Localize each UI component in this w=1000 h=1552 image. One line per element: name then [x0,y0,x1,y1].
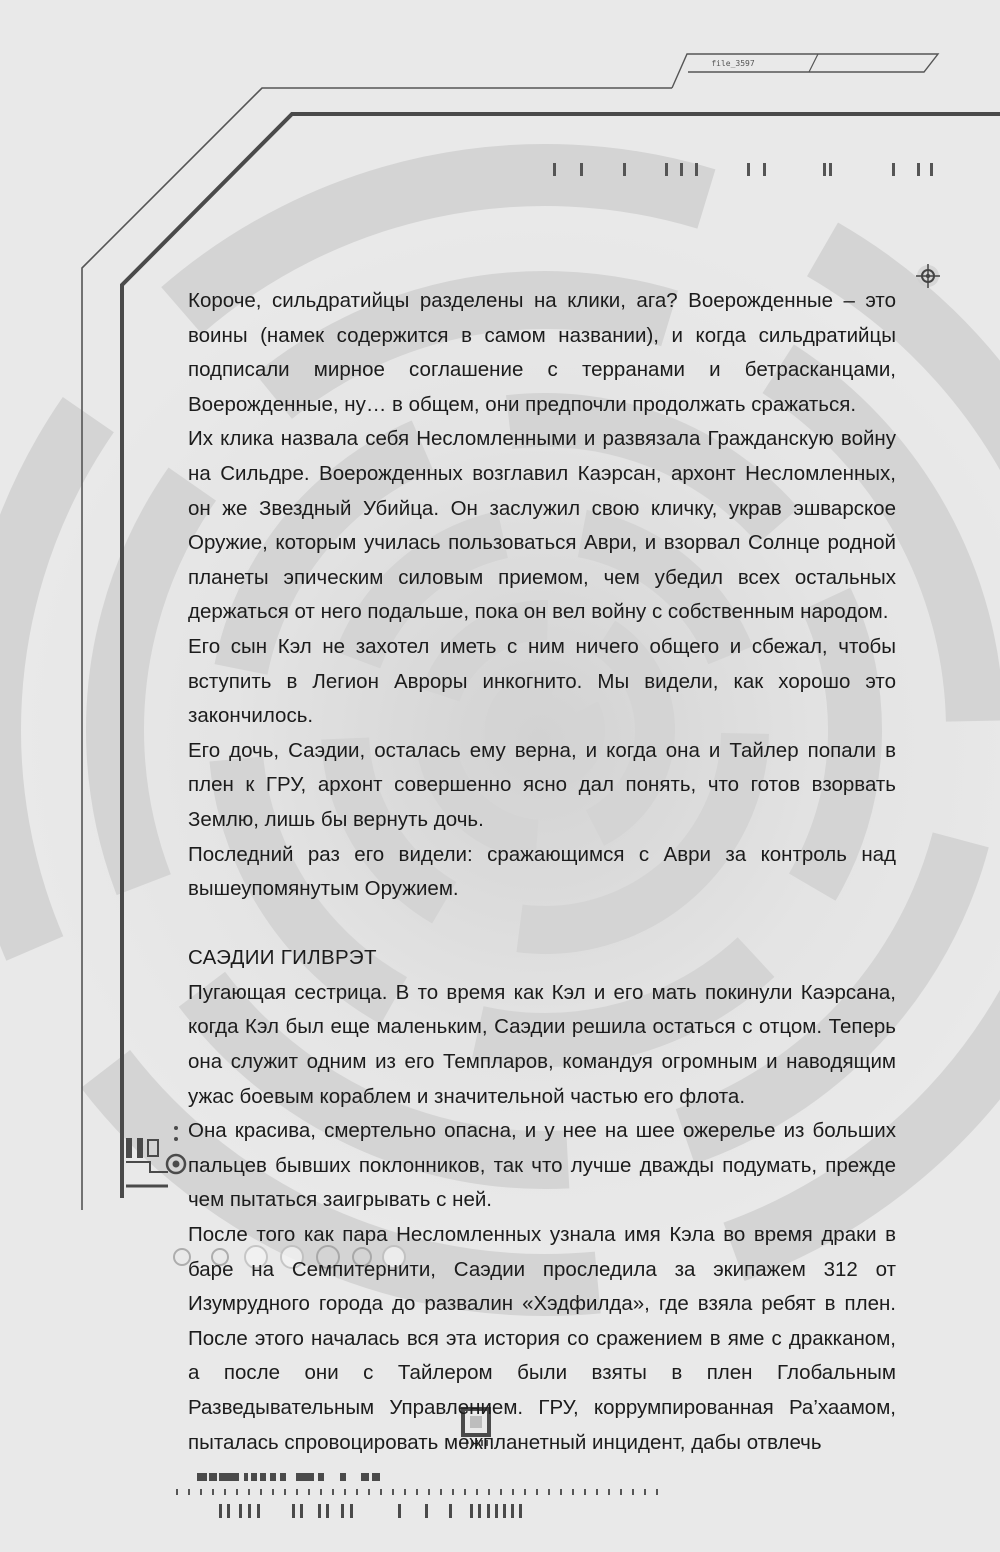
rule-dot [248,1489,250,1495]
rule-dot [380,1489,382,1495]
rule-dot [656,1489,658,1495]
paragraph: Она красива, смертельно опасна, и у нее на шее ожерелье из больших пальцев бывших поклонников, так что лучше дважды подумать, прежде чем пытаться заигрывать с ней. [188,1119,896,1212]
rule-dot [200,1489,202,1495]
rule-dot [260,1489,262,1495]
paragraph: После того как пара Несломленных узнала имя Кэла во время драки в баре на Семпитернити, Саэдии проследила за экипажем 312 от Изумрудного города до развалин «Хэдфилда», где взяла ребят в плен. После этого началась вся эта история со сражением в яме с дракканом, а после они с Тайлером были взяты в плен Глобальным Разведывательным Управлением. ГРУ, коррумпированная Ра’хаамом, пыталась спровоцировать межпланетный инцидент, дабы отвлечь [188,1223,896,1454]
rule-dot [572,1489,574,1495]
rule-dot [440,1489,442,1495]
paragraph: Его сын Кэл не захотел иметь с ним ничего общего и сбежал, чтобы вступить в Легион Авроры инкогнито. Мы видели, как хорошо это закончилось. [188,634,896,728]
rule-dot [488,1489,490,1495]
rule-dot [236,1489,238,1495]
rule-dot [344,1489,346,1495]
footer-barcode [197,1473,380,1481]
rule-dot [464,1489,466,1495]
bottom-ticks [219,1504,522,1518]
rule-dot [452,1489,454,1495]
rule-dot [476,1489,478,1495]
article-body [188,284,896,1460]
paragraph: Их клика назвала себя Несломленными и развязала Гражданскую войну на Сильдре. Воерожденных возглавил Каэрсан, архонт Несломленных, он же Звездный Убийца. Он заслужил свою кличку, украв эшварское Оружие, которым училась пользоваться Аври, и взорвал Солнце родной планеты эпическим силовым приемом, чем убедил всех остальных держаться от него подальше, пока он вел войну с собственным народом. [188,427,896,624]
rule-dot [356,1489,358,1495]
rule-dot [176,1489,178,1495]
rule-dot [284,1489,286,1495]
rule-dot [500,1489,502,1495]
rule-dot [296,1489,298,1495]
rule-dot [548,1489,550,1495]
rule-dot [512,1489,514,1495]
section-title: САЭДИИ ГИЛВРЭТ [188,946,377,970]
rule-dot [560,1489,562,1495]
rule-dot [644,1489,646,1495]
rule-dot [428,1489,430,1495]
rule-dot [320,1489,322,1495]
rule-dot [392,1489,394,1495]
rule-dot [608,1489,610,1495]
paragraph: Его дочь, Саэдии, осталась ему верна, и когда она и Тайлер попали в плен к ГРУ, архонт совершенно ясно дал понять, что готов взорвать Землю, лишь бы вернуть дочь. [188,738,896,831]
rule-dot [596,1489,598,1495]
rule-dot [632,1489,634,1495]
tag-divider [809,54,818,72]
rule-dot [536,1489,538,1495]
rule-dot [212,1489,214,1495]
rule-dot [224,1489,226,1495]
rule-dot [524,1489,526,1495]
rule-dot [584,1489,586,1495]
paragraph: Пугающая сестрица. В то время как Кэл и его мать покинули Каэрсана, когда Кэл был еще маленьким, Саэдии решила остаться с отцом. Теперь она служит одним из его Темпларов, командуя огромным и наводящим ужас боевым кораблем и значительной частью его флота. [188,980,896,1108]
rule-dot [368,1489,370,1495]
paragraph: Короче, сильдратийцы разделены на клики, ага? Воерожденные – это воины (намек содержится в самом названии), и когда сильдратийцы подписали мирное соглашение с терранами и бетрасканцами, Воерожденные, ну… в общем, они предпочли продолжать сражаться. [188,289,896,416]
rule-dot [620,1489,622,1495]
rule-dot [272,1489,274,1495]
rule-dot [332,1489,334,1495]
rule-dot [404,1489,406,1495]
rule-dot [188,1489,190,1495]
rule-dot [416,1489,418,1495]
rule-dot [308,1489,310,1495]
footer-dotted-rule [176,1489,658,1495]
file-tag-label: file_3597 [711,59,755,68]
paragraph: Последний раз его видели: сражающимся с Аври за контроль над вышеупомянутым Оружием. [188,842,896,901]
